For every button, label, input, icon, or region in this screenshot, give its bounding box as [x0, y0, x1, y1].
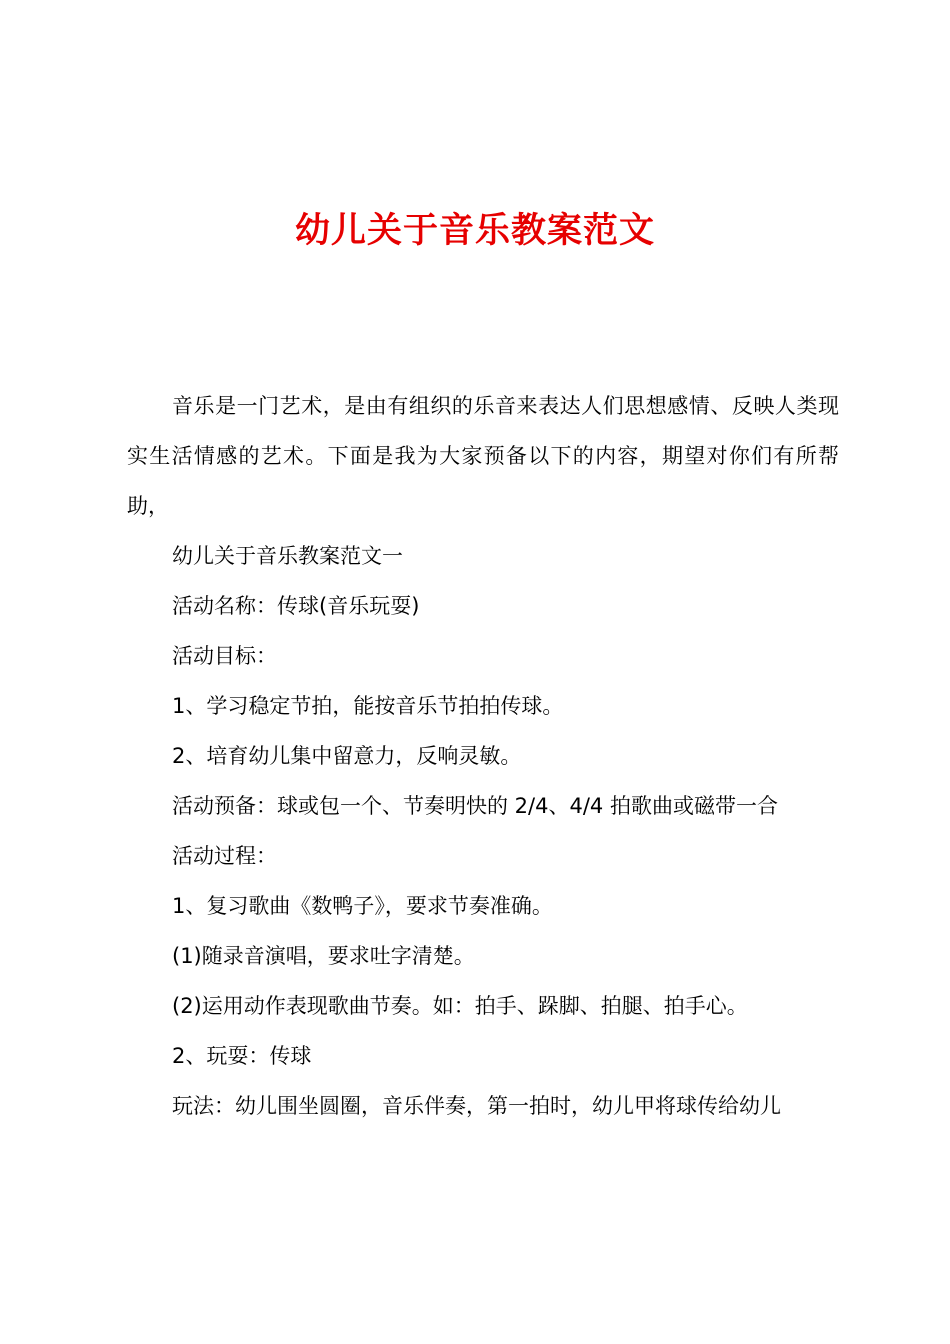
- activity-process-heading: 活动过程：: [172, 844, 277, 868]
- activity-preparation: 活动预备：球或包一个、节奏明快的 2/4、4/4 拍歌曲或磁带一合: [172, 794, 778, 818]
- process-step-1: 1、复习歌曲《数鸭子》，要求节奏准确。: [172, 894, 553, 918]
- goal-item-1: 1、学习稳定节拍，能按音乐节拍拍传球。: [172, 694, 564, 718]
- game-rules: 玩法：幼儿围坐圆圈，音乐伴奏，第一拍时，幼儿甲将球传给幼儿: [172, 1094, 781, 1118]
- process-substep-1: (1)随录音演唱，要求吐字清楚。: [172, 944, 475, 968]
- process-substep-2: (2)运用动作表现歌曲节奏。如：拍手、跺脚、拍腿、拍手心。: [172, 994, 748, 1018]
- goal-item-2: 2、培育幼儿集中留意力，反响灵敏。: [172, 744, 522, 768]
- activity-goals-heading: 活动目标：: [172, 644, 277, 668]
- intro-paragraph: 音乐是一门艺术，是由有组织的乐音来表达人们思想感情、反映人类现实生活情感的艺术。下面是我为大家预备以下的内容，期望对你们有所帮助，: [127, 394, 839, 518]
- activity-name: 活动名称：传球(音乐玩耍): [172, 594, 420, 618]
- process-step-2: 2、玩耍：传球: [172, 1044, 312, 1068]
- section-heading: 幼儿关于音乐教案范文一: [172, 544, 403, 568]
- document-title: 幼儿关于音乐教案范文: [294, 210, 655, 251]
